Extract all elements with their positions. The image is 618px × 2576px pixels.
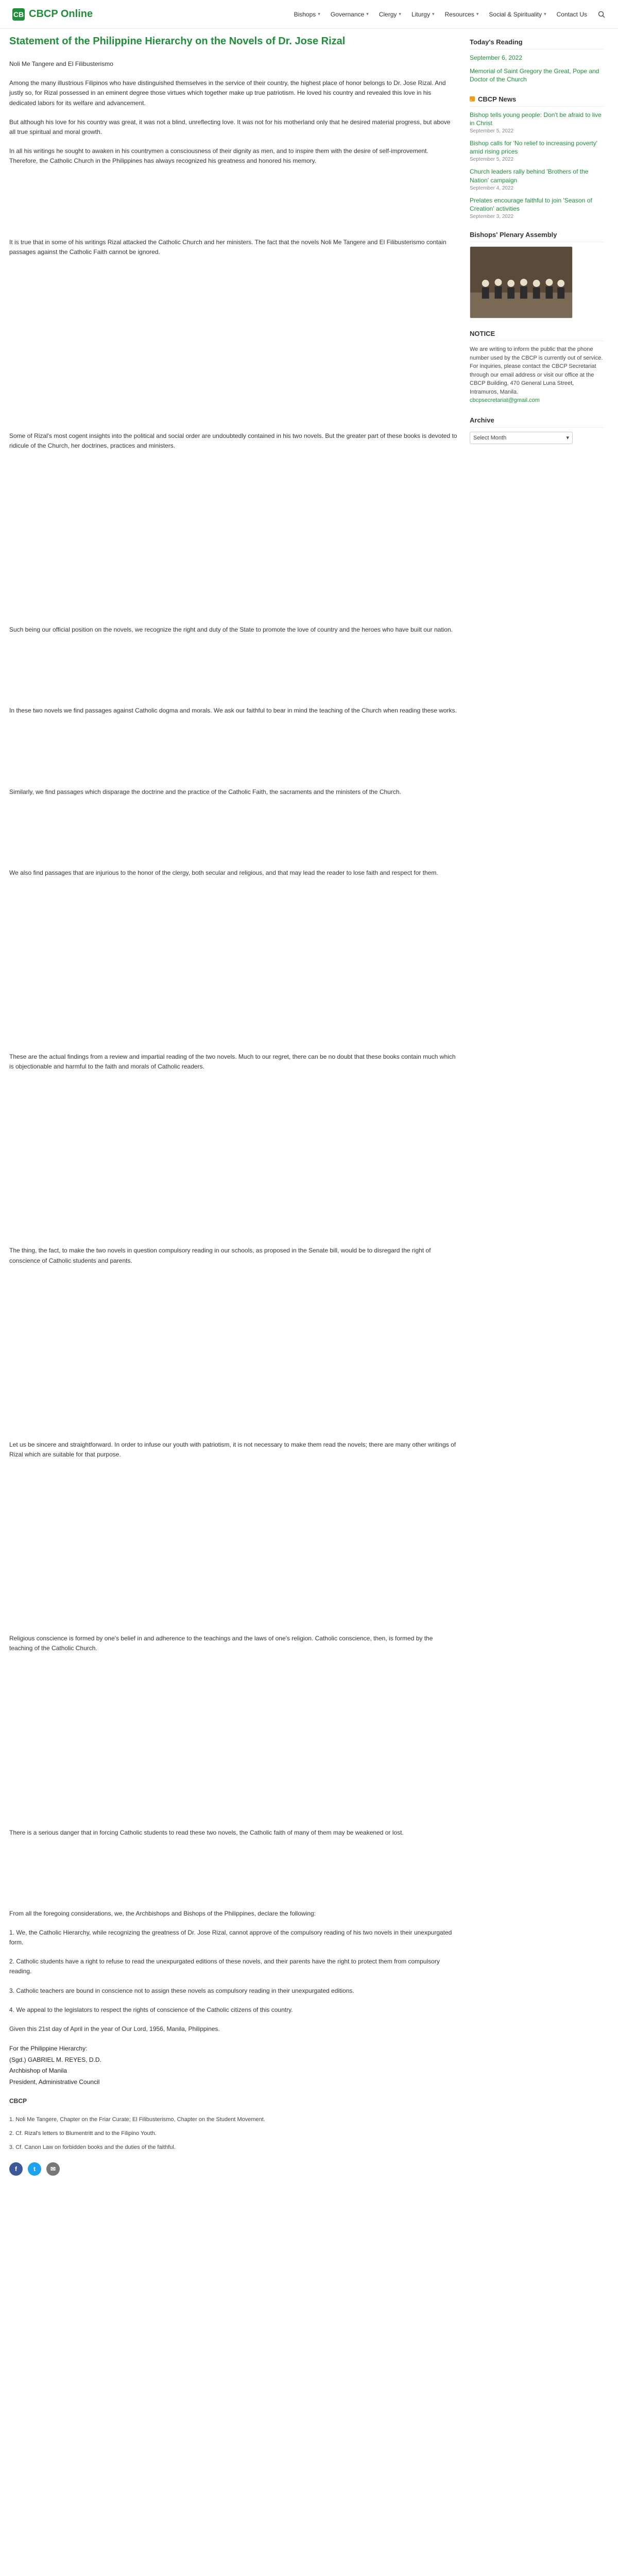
article-title: Statement of the Philippine Hierarchy on the Novels of Dr. Jose Rizal — [9, 36, 346, 47]
facebook-icon[interactable]: f — [9, 2162, 23, 2176]
news-item[interactable] — [470, 167, 604, 191]
news-date: September 5, 2022 — [470, 157, 514, 163]
main-nav — [294, 10, 606, 19]
nav-label: Liturgy — [411, 10, 430, 18]
nav-item-contact[interactable] — [557, 11, 587, 18]
sidebar-item[interactable] — [470, 54, 604, 62]
article-closing: Given this 21st day of April in the year of Our Lord, 1956, Manila, Philippines. — [9, 2025, 220, 2032]
sidebar-news — [470, 95, 604, 220]
sidebar-heading: Archive — [470, 416, 604, 428]
nav-item-clergy[interactable] — [379, 11, 401, 18]
article-point: 1. We, the Catholic Hierarchy, while recognizing the greatness of Dr. Jose Rizal, cannot approve of the compulsory reading of his two novels in their unexpurgated form. — [9, 1928, 452, 1946]
news-link[interactable]: Bishop tells young people: Don't be afraid to live in Christ — [470, 111, 602, 127]
nav-item-social[interactable] — [489, 11, 546, 18]
nav-item-bishops[interactable] — [294, 11, 320, 18]
article — [9, 35, 457, 2191]
email-icon[interactable]: ✉ — [46, 2162, 60, 2176]
nav-item-governance[interactable] — [331, 11, 369, 18]
sidebar-link[interactable]: September 6, 2022 — [470, 54, 523, 61]
archive-select-value: Select Month — [473, 434, 507, 441]
news-date: September 4, 2022 — [470, 185, 514, 191]
sidebar-directory — [470, 231, 604, 318]
chevron-down-icon: ▾ — [399, 11, 401, 16]
archive-select[interactable] — [470, 432, 573, 444]
share-row — [9, 2162, 457, 2176]
footnotes — [9, 2115, 457, 2152]
footnote: 2. Cf. Rizal's letters to Blumentritt and to the Filipino Youth. — [9, 2130, 157, 2137]
article-paragraph: There is a serious danger that in forcing Catholic students to read these two novels, the Catholic faith of many of them may be weakened or lost. — [9, 1828, 404, 1836]
sidebar-notice — [470, 330, 604, 405]
nav-item-liturgy[interactable] — [411, 11, 435, 18]
sidebar-today — [470, 38, 604, 84]
signature-block — [9, 2043, 457, 2088]
logo-mark: CB — [12, 8, 25, 21]
signature-title: Archbishop of Manila — [9, 2067, 67, 2075]
article-paragraph: Religious conscience is formed by one's belief in and adherence to the teachings and the laws of one's religion. Catholic conscience, then, is formed by the teaching of the Catholic Church. — [9, 1635, 433, 1652]
assembly-photo[interactable] — [470, 246, 573, 318]
chevron-down-icon: ▾ — [544, 11, 546, 16]
article-paragraph: From all the foregoing considerations, we, the Archbishops and Bishops of the Philippines, declare the following: — [9, 1909, 316, 1917]
page-body — [0, 29, 618, 2191]
article-salutation: Noli Me Tangere and El Filibusterismo — [9, 60, 113, 67]
sidebar-archive — [470, 416, 604, 444]
news-date: September 5, 2022 — [470, 128, 514, 134]
sidebar-heading — [470, 95, 604, 107]
chevron-down-icon: ▾ — [476, 11, 479, 16]
nav-label: Governance — [330, 10, 365, 18]
nav-label: Clergy — [379, 10, 397, 18]
nav-label: Bishops — [294, 10, 316, 18]
news-item[interactable] — [470, 111, 604, 134]
signature-name: (Sgd.) GABRIEL M. REYES, D.D. — [9, 2056, 101, 2063]
sidebar-heading: Bishops' Plenary Assembly — [470, 231, 604, 242]
chevron-down-icon: ▾ — [366, 11, 369, 16]
search-icon[interactable] — [597, 10, 606, 19]
article-paragraph: In these two novels we find passages against Catholic dogma and morals. We ask our faithful to bear in mind the teaching of the Church when reading these works. — [9, 707, 457, 715]
sidebar-heading: NOTICE — [470, 330, 604, 341]
article-paragraph: It is true that in some of his writings Rizal attacked the Catholic Church and her ministers. The fact that the novels Noli Me Tangere and El Filibusterismo contain passages against the Catholic Faith cannot be ignored. — [9, 238, 447, 256]
article-paragraph: Some of Rizal's most cogent insights into the political and social order are undoubtedly contained in his two novels. But the greater part of these books is devoted to ridicule of the Church, her doctrines, practices and ministers. — [9, 432, 457, 450]
sidebar-link[interactable]: Memorial of Saint Gregory the Great, Pope and Doctor of the Church — [470, 67, 599, 83]
site-name: CBCP Online — [29, 8, 93, 20]
nav-label: Contact Us — [556, 10, 587, 18]
article-point: 3. Catholic teachers are bound in conscience not to assign these novels as compulsory reading in their unexpurgated editions. — [9, 1987, 354, 1994]
nav-label: Resources — [444, 10, 474, 18]
site-logo[interactable] — [12, 8, 93, 21]
sidebar-heading-label: CBCP News — [478, 95, 517, 103]
article-paragraph: But although his love for his country was great, it was not a blind, unreflecting love. It was not for his motherland only that he desired material progress, but above all true spiritual and moral growth. — [9, 118, 451, 135]
article-point: 4. We appeal to the legislators to respect the rights of conscience of the Catholic citizens of this country. — [9, 2006, 293, 2013]
notice-email-link[interactable]: cbcpsecretariat@gmail.com — [470, 397, 540, 404]
news-link[interactable]: Prelates encourage faithful to join 'Season of Creation' activities — [470, 196, 592, 212]
news-item[interactable] — [470, 139, 604, 162]
footnote: 1. Noli Me Tangere, Chapter on the Friar Curate; El Filibusterismo, Chapter on the Student Movement. — [9, 2116, 265, 2123]
nav-item-resources[interactable] — [445, 11, 479, 18]
article-paragraph: These are the actual findings from a review and impartial reading of the two novels. Much to our regret, there can be no doubt that these books contain much which is objectionable and harmful to the faith and morals of Catholic readers. — [9, 1053, 456, 1071]
article-paragraph: Such being our official position on the novels, we recognize the right and duty of the State to promote the love of country and the heroes who have built our nation. — [9, 626, 453, 634]
news-link[interactable]: Church leaders rally behind 'Brothers of the Nation' campaign — [470, 168, 589, 184]
chevron-down-icon: ▾ — [318, 11, 320, 16]
footnote: 3. Cf. Canon Law on forbidden books and the duties of the faithful. — [9, 2144, 176, 2150]
site-header — [0, 0, 618, 29]
rss-icon — [470, 95, 475, 103]
signature-role: President, Administrative Council — [9, 2078, 100, 2086]
twitter-icon[interactable]: t — [28, 2162, 41, 2176]
article-paragraph: We also find passages that are injurious to the honor of the clergy, both secular and religious, and that may lead the reader to lose faith and respect for them. — [9, 869, 438, 876]
nav-label: Social & Spirituality — [489, 10, 542, 18]
article-paragraph: In all his writings he sought to awaken in his countrymen a consciousness of their dignity as men, and to inspire them with the desire of self-improvement. Therefore, the Catholic Church in the Philippines has always recognized his greatness and honored his memory. — [9, 147, 428, 165]
news-link[interactable]: Bishop calls for 'No relief to increasing poverty' amid rising prices — [470, 139, 598, 156]
news-date: September 3, 2022 — [470, 214, 514, 220]
article-paragraph: The thing, the fact, to make the two novels in question compulsory reading in our schools, as proposed in the Senate bill, would be to disregard the right of conscience of Catholic students and parents. — [9, 1247, 431, 1264]
article-point: 2. Catholic students have a right to refuse to read the unexpurgated editions of these novels, and their parents have the right to protect them from compulsory reading. — [9, 1958, 440, 1975]
chevron-down-icon: ▾ — [566, 435, 569, 442]
chevron-down-icon: ▾ — [432, 11, 435, 16]
sidebar-heading: Today's Reading — [470, 38, 604, 49]
sidebar — [470, 35, 604, 2191]
signature-for: For the Philippine Hierarchy: — [9, 2045, 88, 2053]
notice-text: We are writing to inform the public that the phone number used by the CBCP is currently out of service. For inquiries, please contact the CBCP Secretariat through our email address or visit our office at the CBCP Building, 470 General Luna Street, Intramuros, Manila. — [470, 346, 603, 395]
sidebar-item[interactable] — [470, 67, 604, 83]
article-paragraph: Let us be sincere and straightforward. In order to infuse our youth with patriotism, it is not necessary to make them read the novels; there are many other writings of Rizal which are suitable for that purpose. — [9, 1440, 456, 1458]
news-item[interactable] — [470, 196, 604, 219]
footnotes-heading: CBCP — [9, 2097, 27, 2105]
article-paragraph: Similarly, we find passages which disparage the doctrine and the practice of the Catholic Faith, the sacraments and the ministers of the Church. — [9, 788, 401, 795]
article-paragraph: Among the many illustrious Filipinos who have distinguished themselves in the service of their country, the highest place of honor belongs to Dr. Jose Rizal. And justly so, for Rizal possessed in an eminent degree those virtues which together make up true patriotism. He loved his country and revealed this love in his dedicated labors for its welfare and advancement. — [9, 79, 446, 107]
